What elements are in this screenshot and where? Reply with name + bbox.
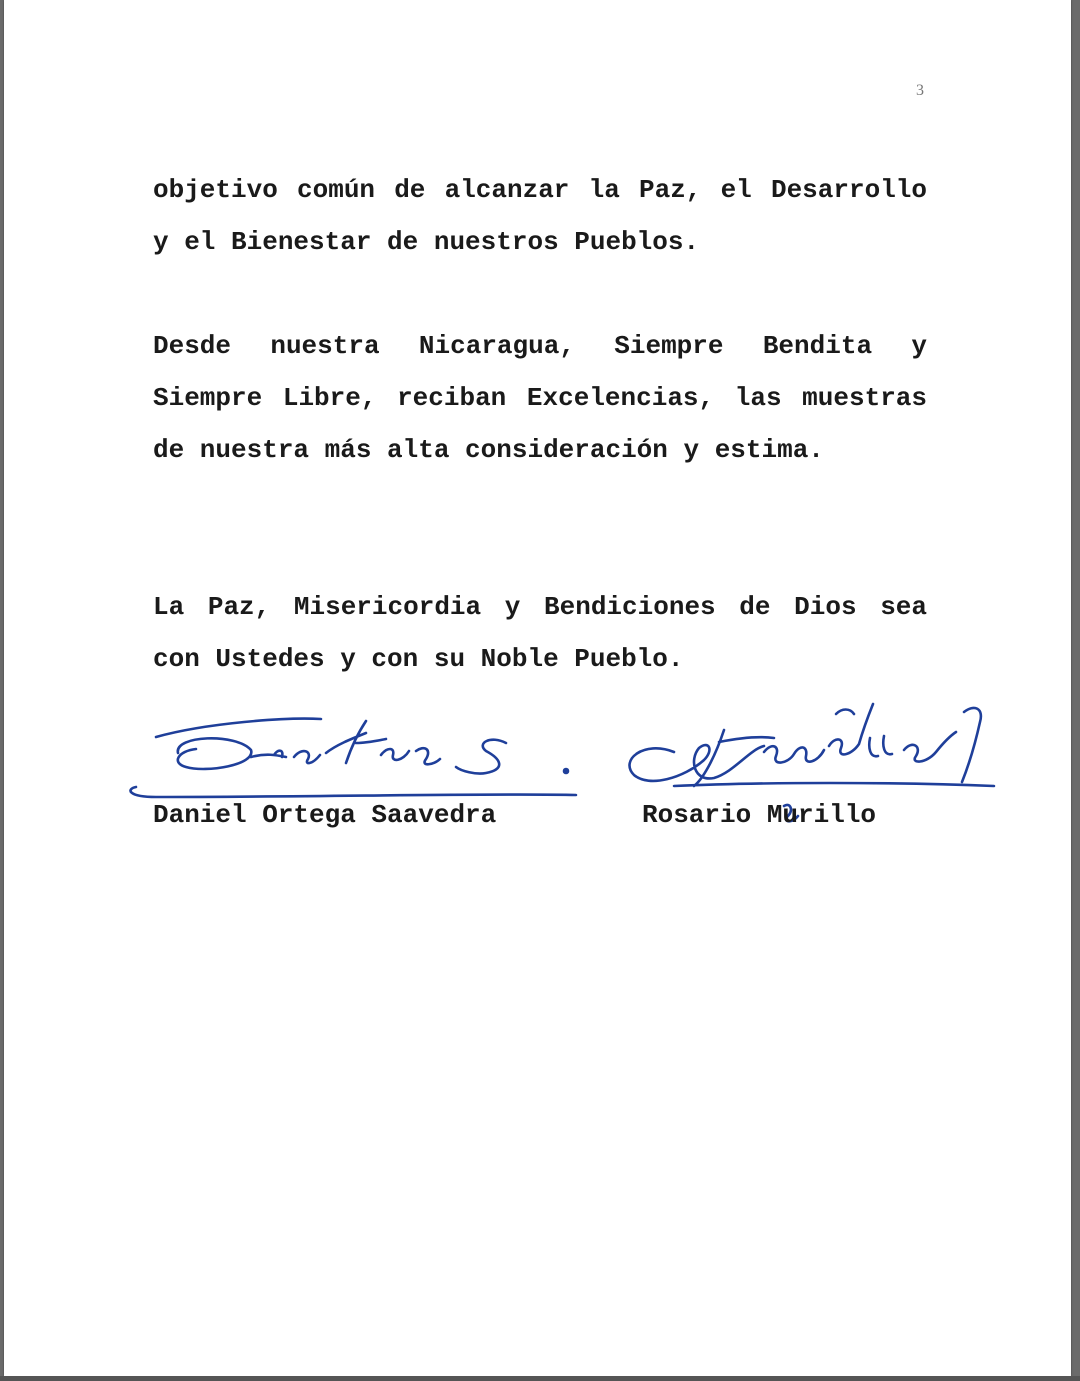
signature-daniel-ortega — [116, 705, 586, 805]
page-number: 3 — [916, 82, 924, 99]
paragraph-blessing: La Paz, Misericordia y Bendiciones de Dios sea con Ustedes y con su Noble Pueblo. — [153, 592, 927, 674]
paragraph-greetings: Desde nuestra Nicaragua, Siempre Bendita y Siempre Libre, reciban Excelencias, las muestras de nuestra más alta consideración y estima. — [153, 331, 927, 465]
paragraph-closing-objective: objetivo común de alcanzar la Paz, el Desarrollo y el Bienestar de nuestros Pueblos. — [153, 175, 927, 257]
document-page — [4, 0, 1071, 1376]
viewer-bottom-edge — [0, 1376, 1080, 1381]
signer-name-rosario-murillo: Rosario Murillo — [642, 800, 877, 830]
signer-name-daniel-ortega: Daniel Ortega Saavedra — [153, 800, 497, 830]
